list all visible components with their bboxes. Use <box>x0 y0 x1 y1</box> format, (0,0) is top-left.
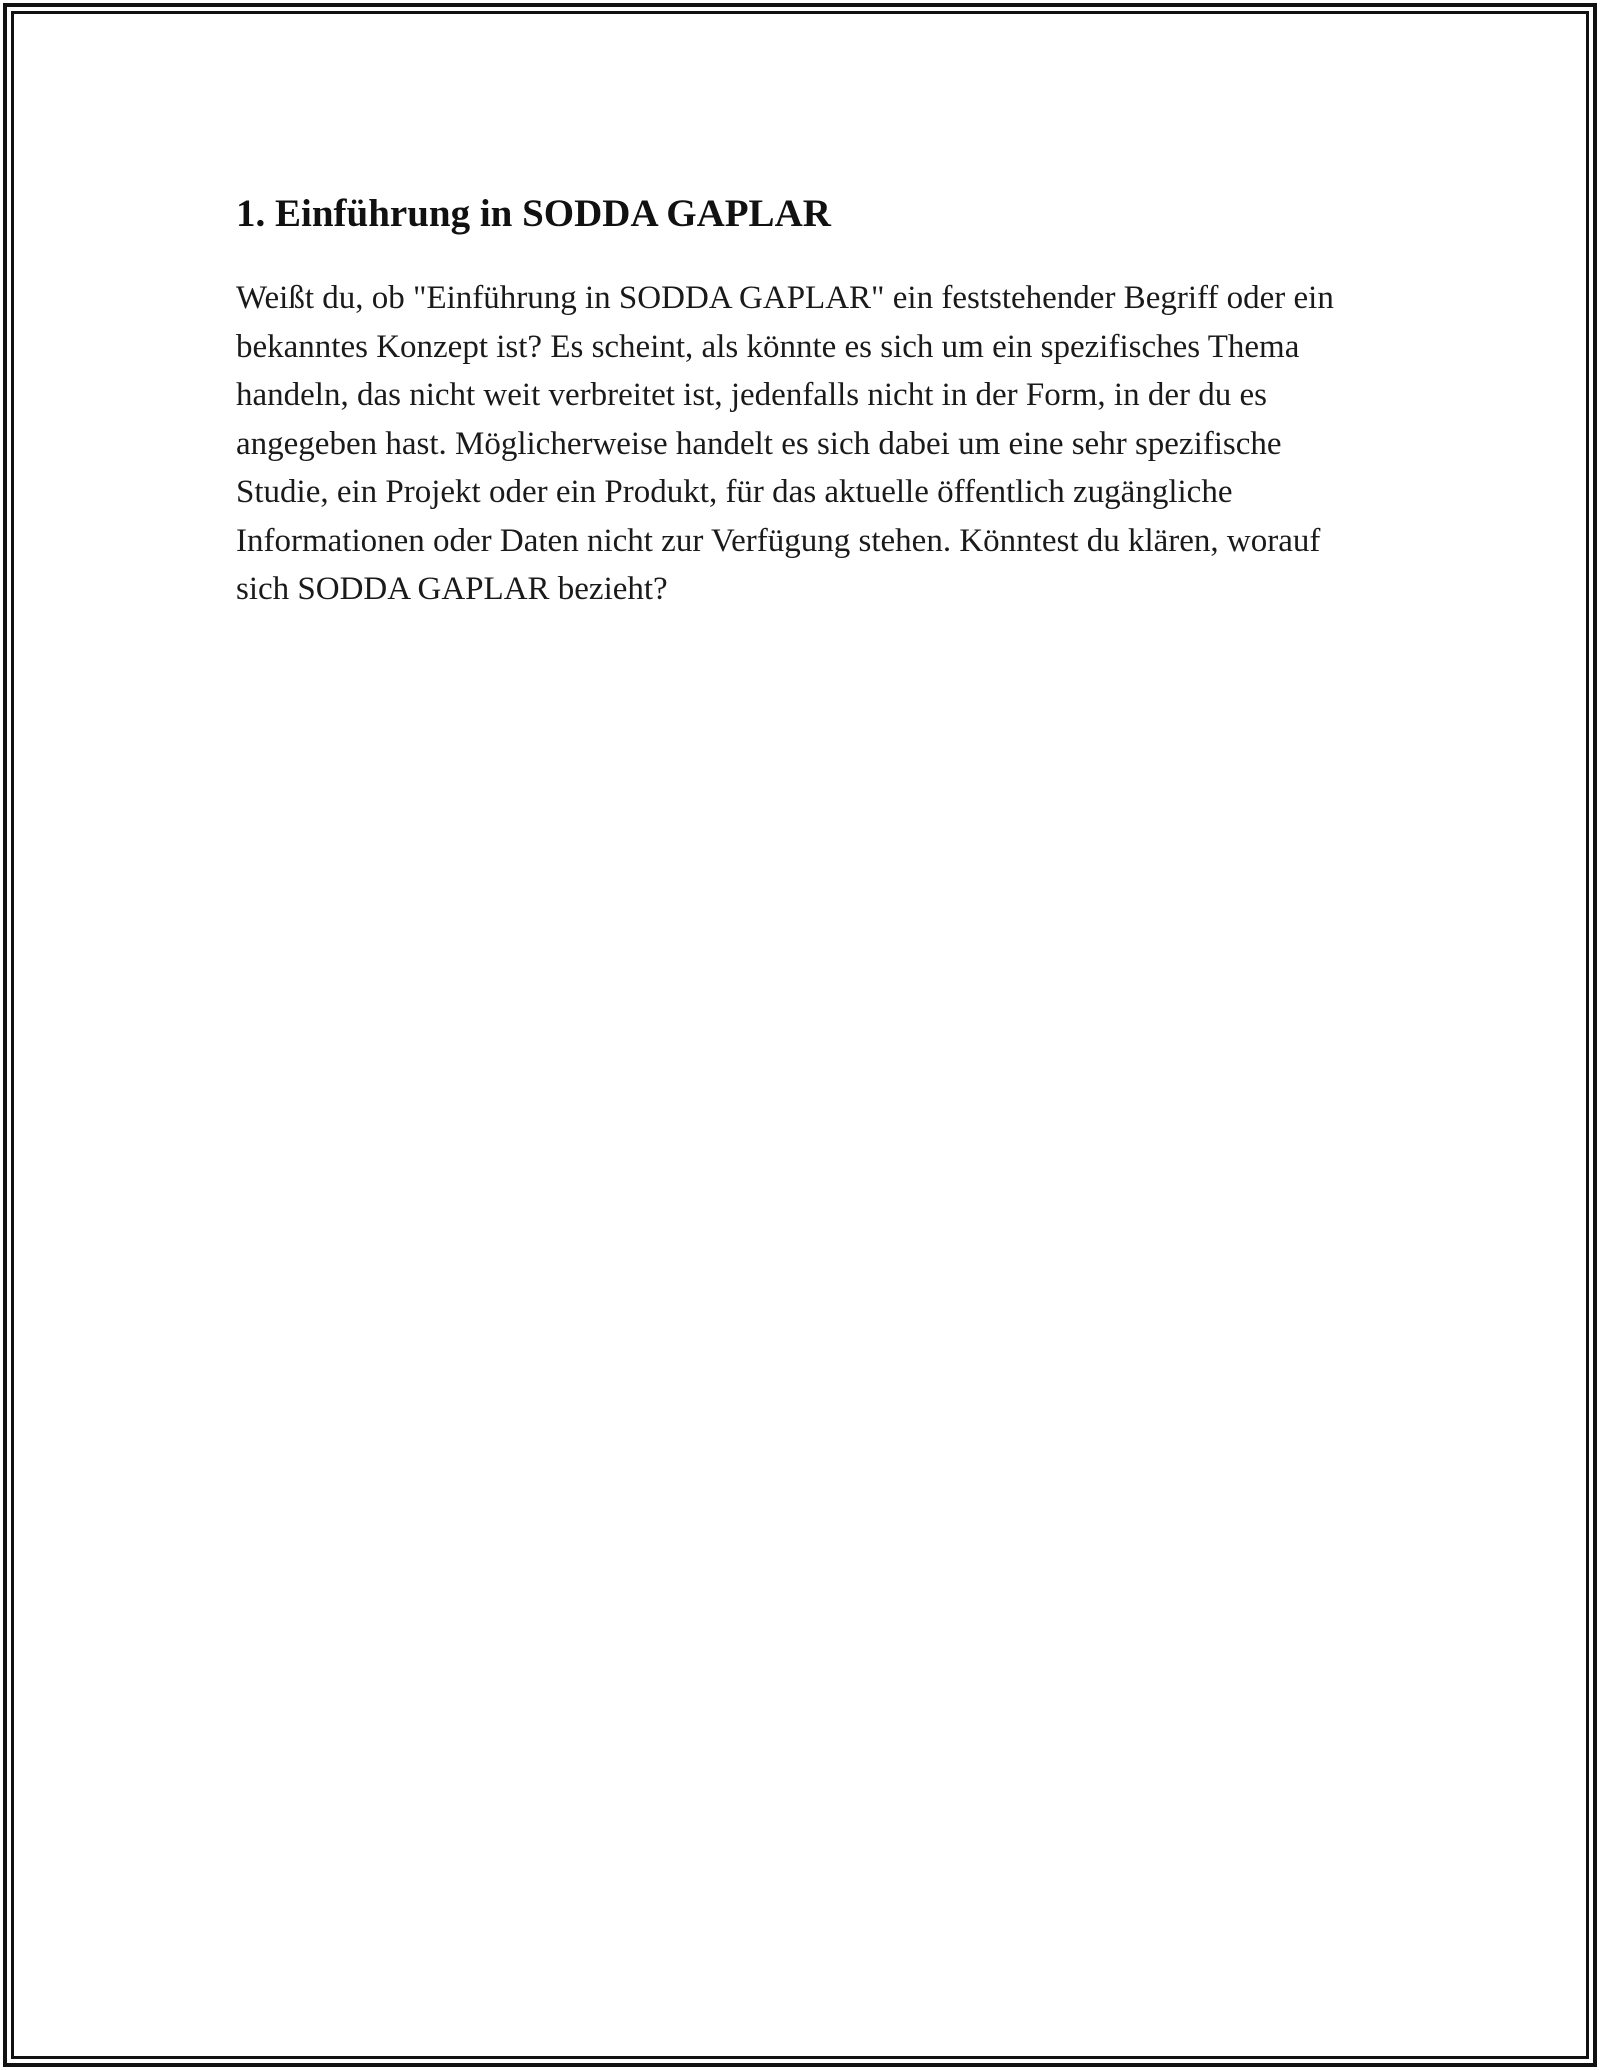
body-paragraph: Weißt du, ob "Einführung in SODDA GAPLAR" ein feststehender Begriff oder ein bekanntes Konzept ist? Es scheint, als könnte es sich um ein spezifisches Thema handeln, das nicht weit verbreitet ist, jedenfalls nicht in der Form, in der du es angegeben hast. Möglicherweise handelt es sich dabei um eine sehr spezifische Studie, ein Projekt oder ein Produkt, für das aktuelle öffentlich zugängliche Informationen oder Daten nicht zur Verfügung stehen. Könntest du klären, worauf sich SODDA GAPLAR bezieht? <box>236 280 1334 607</box>
section-title: 1. Einführung in SODDA GAPLAR <box>236 192 831 235</box>
document-content <box>236 186 1376 614</box>
